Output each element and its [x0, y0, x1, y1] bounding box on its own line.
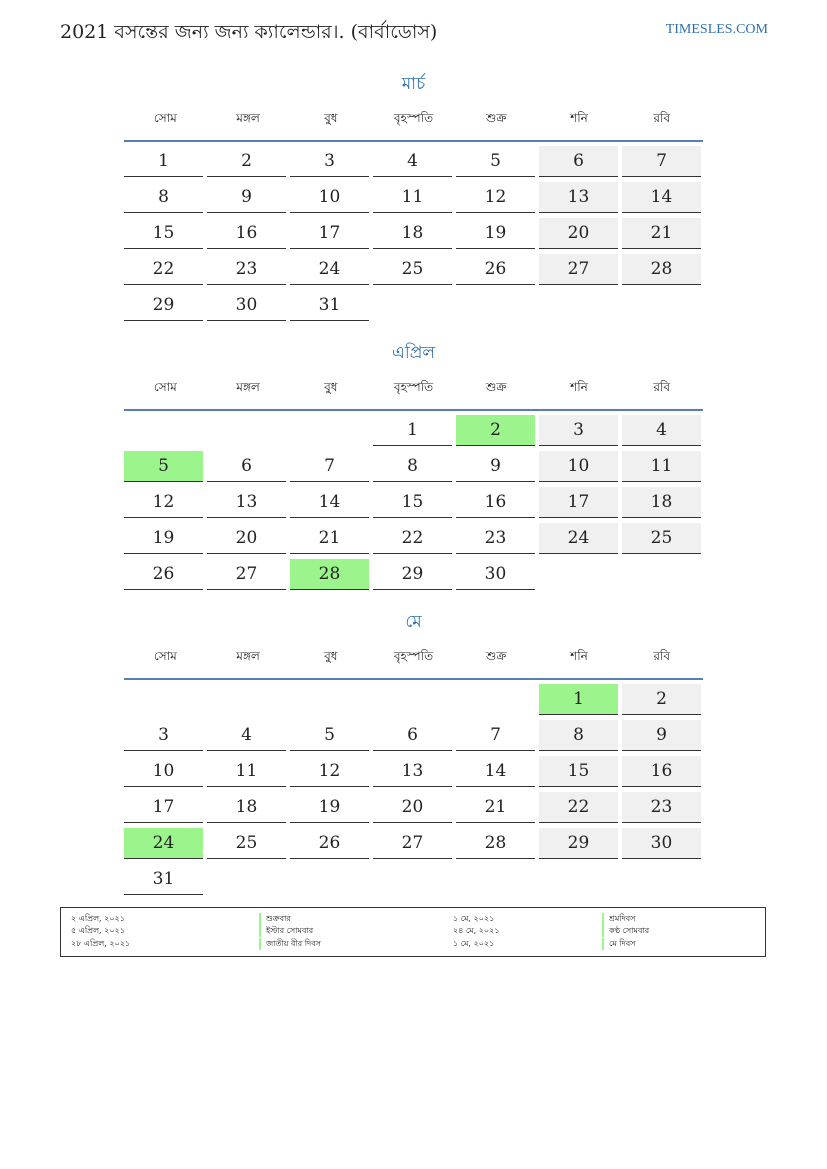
day-cell: 19: [456, 218, 535, 249]
week-row: [124, 828, 703, 864]
day-cell: 23: [622, 792, 701, 823]
header-divider: [124, 409, 703, 411]
day-cell: 7: [290, 451, 369, 482]
holiday-name: জাতীয় বীর দিবস: [259, 938, 321, 950]
day-cell: 15: [373, 487, 452, 518]
day-cell: 10: [124, 756, 203, 787]
weekday-label: সোম: [153, 380, 177, 394]
day-cell: 26: [124, 559, 203, 590]
weekday-label: বৃহস্পতি: [393, 649, 434, 663]
day-cell: 11: [207, 756, 286, 787]
day-cell: 12: [456, 182, 535, 213]
day-cell: 11: [622, 451, 701, 482]
day-cell: 10: [290, 182, 369, 213]
day-cell: 30: [207, 290, 286, 321]
weekday-label: বুধ: [324, 380, 338, 394]
holiday-day-cell: 5: [124, 451, 203, 482]
holiday-day-cell: 2: [456, 415, 535, 446]
day-cell: 23: [207, 254, 286, 285]
week-row: [124, 254, 703, 290]
week-row: [124, 451, 703, 487]
weekday-header: [124, 638, 703, 678]
day-cell: 9: [622, 720, 701, 751]
day-cell: 10: [539, 451, 618, 482]
day-cell: 20: [207, 523, 286, 554]
day-cell: 21: [622, 218, 701, 249]
month-name: মে: [405, 612, 422, 632]
day-cell: 16: [456, 487, 535, 518]
day-cell: 18: [373, 218, 452, 249]
day-cell: 28: [622, 254, 701, 285]
weekday-label: মঙ্গল: [236, 380, 260, 394]
empty-day-cell: [539, 290, 618, 320]
empty-day-cell: [290, 415, 369, 445]
day-cell: 24: [290, 254, 369, 285]
week-row: [124, 720, 703, 756]
month-block: [124, 606, 703, 900]
day-cell: 21: [290, 523, 369, 554]
empty-day-cell: [124, 684, 203, 714]
day-cell: 20: [373, 792, 452, 823]
day-cell: 31: [124, 864, 203, 895]
day-cell: 7: [456, 720, 535, 751]
day-cell: 8: [539, 720, 618, 751]
empty-day-cell: [290, 864, 369, 894]
day-cell: 14: [456, 756, 535, 787]
day-cell: 27: [539, 254, 618, 285]
day-cell: 4: [622, 415, 701, 446]
weekday-label: শুক্র: [486, 111, 507, 125]
day-cell: 16: [622, 756, 701, 787]
day-cell: 1: [124, 146, 203, 177]
day-cell: 25: [207, 828, 286, 859]
week-row: [124, 415, 703, 451]
empty-day-cell: [622, 290, 701, 320]
day-cell: 8: [124, 182, 203, 213]
empty-day-cell: [207, 415, 286, 445]
day-cell: 1: [373, 415, 452, 446]
day-cell: 22: [373, 523, 452, 554]
week-row: [124, 290, 703, 326]
page-title: 2021 বসন্তের জন্য জন্য ক্যালেন্ডার।. (বার্বাডোস): [60, 21, 438, 43]
weekday-label: মঙ্গল: [236, 649, 260, 663]
day-cell: 14: [290, 487, 369, 518]
day-cell: 17: [290, 218, 369, 249]
weekday-label: রবি: [653, 111, 671, 125]
day-cell: 27: [373, 828, 452, 859]
week-row: [124, 146, 703, 182]
day-cell: 3: [539, 415, 618, 446]
day-cell: 12: [290, 756, 369, 787]
empty-day-cell: [373, 684, 452, 714]
day-cell: 25: [373, 254, 452, 285]
holiday-date: ৫ এপ্রিল, ২০২১: [71, 926, 125, 935]
empty-day-cell: [539, 559, 618, 589]
holiday-day-cell: 28: [290, 559, 369, 590]
month-name: এপ্রিল: [391, 343, 436, 363]
empty-day-cell: [207, 684, 286, 714]
day-cell: 5: [456, 146, 535, 177]
holiday-date: ২৮ এপ্রিল, ২০২১: [71, 939, 131, 948]
day-cell: 22: [124, 254, 203, 285]
day-cell: 19: [290, 792, 369, 823]
weekday-label: বৃহস্পতি: [393, 380, 434, 394]
day-cell: 12: [124, 487, 203, 518]
holiday-day-cell: 24: [124, 828, 203, 859]
day-cell: 15: [539, 756, 618, 787]
day-cell: 19: [124, 523, 203, 554]
weekday-label: শুক্র: [486, 380, 507, 394]
holiday-date: ১ মে, ২০২১: [453, 914, 495, 923]
day-cell: 7: [622, 146, 701, 177]
site-link[interactable]: TIMESLES.COM: [665, 22, 768, 37]
day-cell: 2: [622, 684, 701, 715]
weekday-label: শনি: [570, 111, 588, 125]
month-block: [124, 337, 703, 595]
day-cell: 9: [207, 182, 286, 213]
holiday-date: ২ এপ্রিল, ২০২১: [71, 914, 125, 923]
weekday-label: বুধ: [324, 649, 338, 663]
week-row: [124, 523, 703, 559]
weekday-label: শুক্র: [486, 649, 507, 663]
holiday-name: কণ্ঠ সোমবার: [602, 925, 649, 937]
day-cell: 14: [622, 182, 701, 213]
holiday-day-cell: 1: [539, 684, 618, 715]
day-cell: 26: [456, 254, 535, 285]
empty-day-cell: [373, 864, 452, 894]
day-cell: 27: [207, 559, 286, 590]
day-cell: 31: [290, 290, 369, 321]
day-cell: 9: [456, 451, 535, 482]
weekday-label: সোম: [153, 649, 177, 663]
day-cell: 13: [539, 182, 618, 213]
week-row: [124, 756, 703, 792]
empty-day-cell: [456, 290, 535, 320]
day-cell: 13: [373, 756, 452, 787]
week-row: [124, 684, 703, 720]
day-cell: 30: [622, 828, 701, 859]
header-divider: [124, 140, 703, 142]
day-cell: 11: [373, 182, 452, 213]
week-row: [124, 182, 703, 218]
holiday-legend: [60, 907, 766, 957]
day-cell: 24: [539, 523, 618, 554]
empty-day-cell: [124, 415, 203, 445]
holiday-name: শুক্রবার: [259, 913, 291, 925]
day-cell: 29: [539, 828, 618, 859]
header-divider: [124, 678, 703, 680]
weekday-label: রবি: [653, 380, 671, 394]
empty-day-cell: [539, 864, 618, 894]
day-cell: 5: [290, 720, 369, 751]
weekday-label: সোম: [153, 111, 177, 125]
day-cell: 15: [124, 218, 203, 249]
day-cell: 28: [456, 828, 535, 859]
day-cell: 13: [207, 487, 286, 518]
empty-day-cell: [456, 684, 535, 714]
weekday-label: মঙ্গল: [236, 111, 260, 125]
empty-day-cell: [456, 864, 535, 894]
week-row: [124, 792, 703, 828]
day-cell: 6: [539, 146, 618, 177]
day-cell: 23: [456, 523, 535, 554]
weekday-label: শনি: [570, 380, 588, 394]
empty-day-cell: [622, 559, 701, 589]
day-cell: 29: [373, 559, 452, 590]
day-cell: 6: [207, 451, 286, 482]
empty-day-cell: [207, 864, 286, 894]
holiday-name: শ্রমদিবস: [602, 913, 636, 925]
weekday-label: বুধ: [324, 111, 338, 125]
day-cell: 8: [373, 451, 452, 482]
holiday-date: ২৪ মে, ২০২১: [453, 926, 500, 935]
empty-day-cell: [290, 684, 369, 714]
holiday-name: মে দিবস: [602, 938, 635, 950]
week-row: [124, 559, 703, 595]
weekday-label: রবি: [653, 649, 671, 663]
day-cell: 2: [207, 146, 286, 177]
weekday-label: বৃহস্পতি: [393, 111, 434, 125]
week-row: [124, 864, 703, 900]
day-cell: 18: [622, 487, 701, 518]
empty-day-cell: [373, 290, 452, 320]
day-cell: 6: [373, 720, 452, 751]
day-cell: 4: [373, 146, 452, 177]
week-row: [124, 218, 703, 254]
month-name: মার্চ: [401, 74, 426, 94]
day-cell: 30: [456, 559, 535, 590]
month-block: [124, 68, 703, 326]
holiday-name: ইস্টার সোমবার: [259, 925, 313, 937]
day-cell: 20: [539, 218, 618, 249]
week-row: [124, 487, 703, 523]
weekday-label: শনি: [570, 649, 588, 663]
empty-day-cell: [622, 864, 701, 894]
weekday-header: [124, 100, 703, 140]
day-cell: 29: [124, 290, 203, 321]
day-cell: 3: [124, 720, 203, 751]
day-cell: 17: [124, 792, 203, 823]
weekday-header: [124, 369, 703, 409]
day-cell: 18: [207, 792, 286, 823]
day-cell: 4: [207, 720, 286, 751]
holiday-date: ১ মে, ২০২১: [453, 939, 495, 948]
day-cell: 21: [456, 792, 535, 823]
day-cell: 3: [290, 146, 369, 177]
day-cell: 16: [207, 218, 286, 249]
day-cell: 17: [539, 487, 618, 518]
day-cell: 25: [622, 523, 701, 554]
day-cell: 26: [290, 828, 369, 859]
day-cell: 22: [539, 792, 618, 823]
